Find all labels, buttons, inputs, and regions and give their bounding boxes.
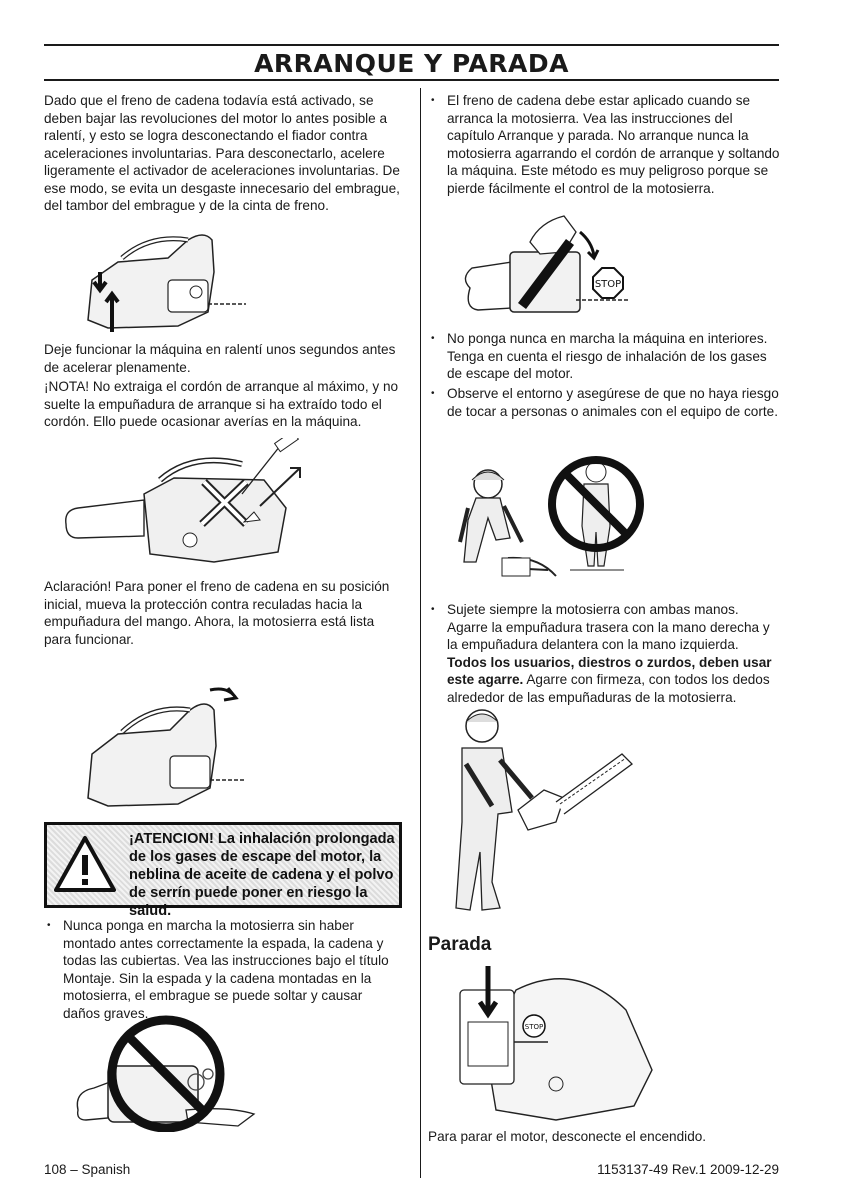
brake-reset-illustration: [78, 676, 248, 814]
page-number: 108 – Spanish: [44, 1162, 131, 1177]
grip-instruction: Sujete siempre la motosierra con ambas manos. Agarre la empuñadura trasera con la mano derecha y la empuñadura delantera con la mano izquierda.: [447, 602, 770, 652]
left-paragraph-4: Aclaración! Para poner el freno de cadena en su posición inicial, mueva la protección contra reculadas hacia la empuñadura del mango. Ahora, la motosierra está lista para funcionar.: [44, 579, 390, 647]
warning-box: [44, 822, 402, 919]
grip-emphasis: Todos los usuarios, diestros o zurdos, deben usar este agarre.: [447, 654, 772, 687]
grip-instruction-cont: Agarre con firmeza, con todos los dedos alrededor de las empuñaduras de la motosierra.: [447, 672, 770, 705]
column-divider: [420, 88, 421, 1178]
stop-sign-text: STOP: [594, 279, 622, 290]
stop-switch-text: STOP: [524, 1023, 544, 1031]
left-paragraph-2: Deje funcionar la máquina en ralentí unos segundos antes de acelerar plenamente.: [44, 342, 396, 375]
right-bullet-3: • Observe el entorno y asegúrese de que no haya riesgo de tocar a personas o animales con el equipo de corte.: [428, 385, 780, 420]
chain-brake-illustration: [78, 228, 248, 334]
right-final-paragraph: Para parar el motor, desconecte el encendido.: [428, 1129, 707, 1144]
safe-distance-illustration: [448, 446, 658, 592]
right-bullet-4: [428, 601, 780, 706]
header-rule-top: [44, 44, 779, 46]
right-bullet-2: • No ponga nunca en marcha la máquina en interiores. Tenga en cuenta el riesgo de inhalación de los gases de escape del motor.: [428, 330, 780, 383]
document-code: 1153137-49 Rev.1 2009-12-29: [597, 1162, 779, 1177]
page-title: ARRANQUE Y PARADA: [254, 49, 569, 78]
section-heading-stop: Parada: [428, 934, 492, 955]
starter-cord-illustration: [64, 438, 324, 568]
right-bullet-1: • El freno de cadena debe estar aplicado cuando se arranca la motosierra. Vea las instrucciones del capítulo Arranque y parada. No arranque nunca la motosierra agarrando el cordón de arranque y soltando la máquina. Este método es muy peligroso porque se pierde fácilmente el control de la motosierra.: [428, 92, 780, 197]
left-paragraph-3: ¡NOTA! No extraiga el cordón de arranque al máximo, y no suelte la empuñadura de arranque si ha extraído todo el cordón. Ello puede ocasionar averías en la máquina.: [44, 379, 399, 429]
warning-triangle-icon: [53, 835, 117, 893]
left-bullet-1: • Nunca ponga en marcha la motosierra sin haber montado antes correctamente la espada, la cadena y todas las cubiertas. Vea las instrucciones bajo el título Montaje. Sin la espada y la cadena montadas en la motosierra, el embrague se puede soltar y causar daños graves.: [44, 917, 402, 1022]
two-hand-grip-illustration: [452, 702, 642, 920]
drop-start-illustration: [452, 212, 632, 320]
left-paragraph-1: Dado que el freno de cadena todavía está activado, se deben bajar las revoluciones del motor lo antes posible a ralentí, y esto se logra desconectando el fiador contra aceleraciones involuntarias. Para desconectarlo, acelere ligeramente el activador de aceleraciones involuntarias. De ese modo, se evita un desgaste innecesario del embrague, del tambor del embrague y de la cinta de freno.: [44, 93, 400, 213]
header-rule-bottom: [44, 79, 779, 81]
no-start-without-bar-illustration: [68, 1014, 258, 1132]
stop-switch-illustration: [456, 960, 656, 1124]
warning-text: ¡ATENCION! La inhalación prolongada de los gases de escape del motor, la neblina de aceite de cadena y el polvo de serrín puede poner en riesgo la salud.: [129, 831, 395, 919]
